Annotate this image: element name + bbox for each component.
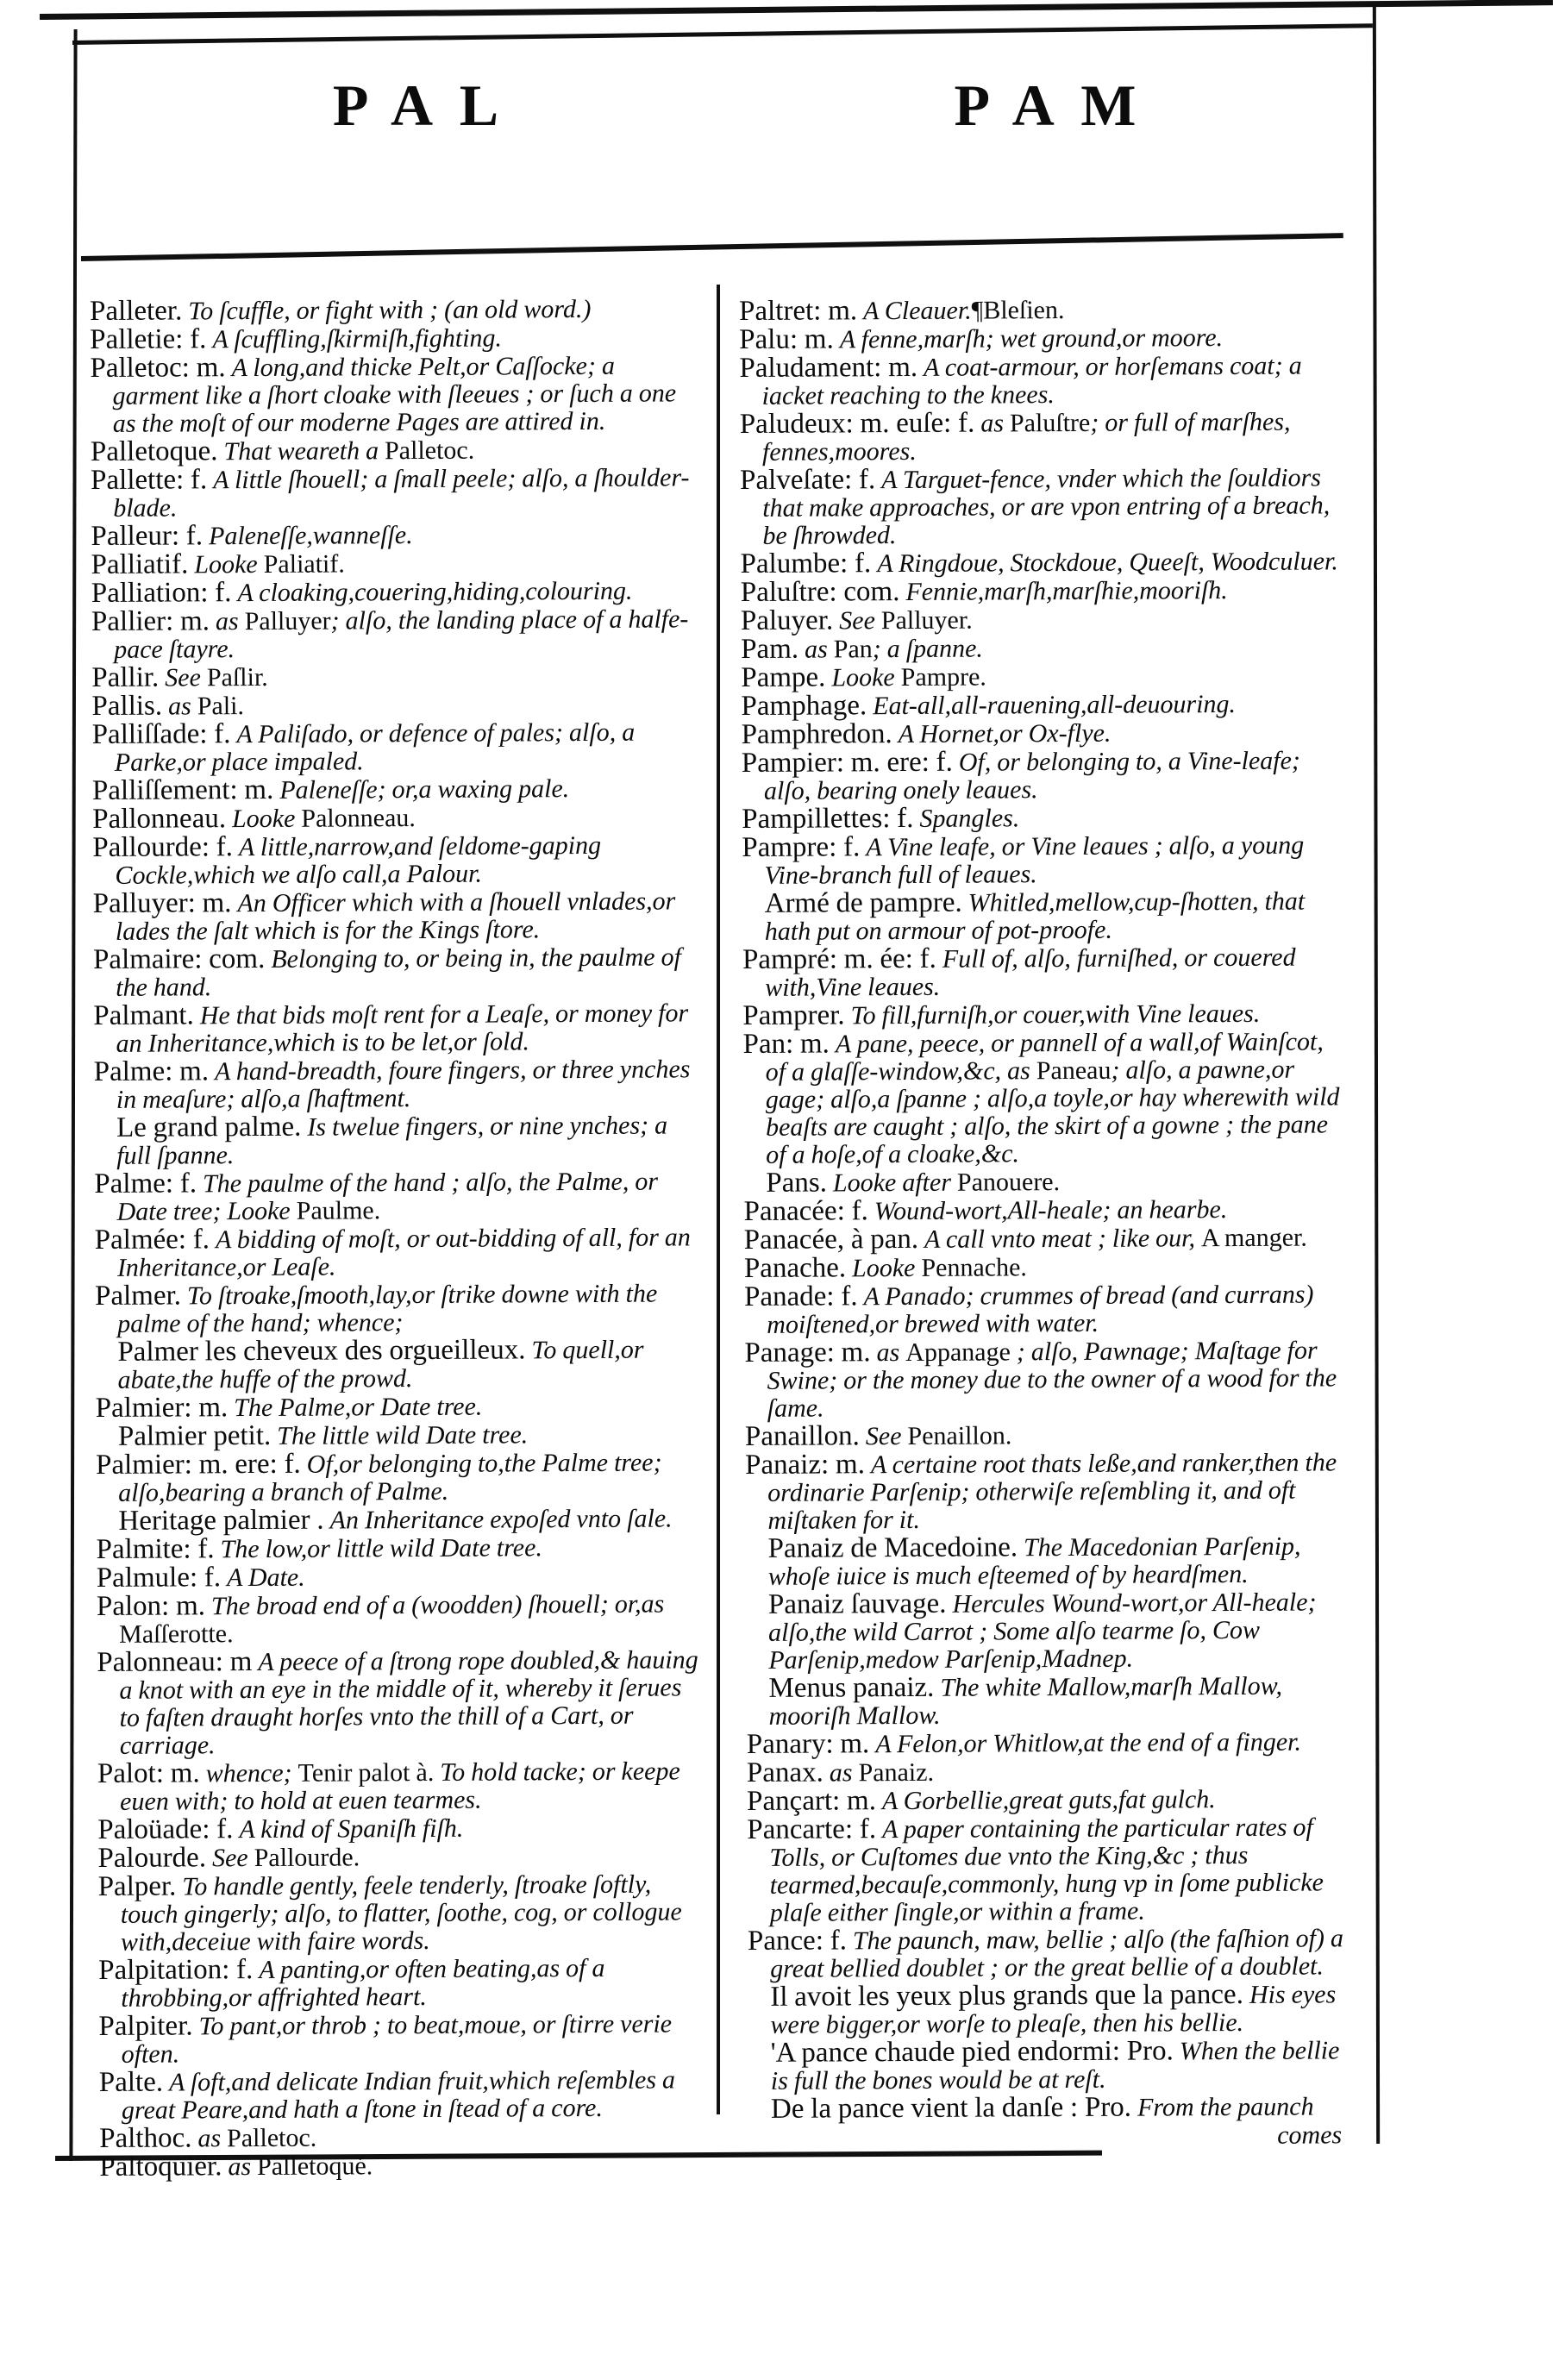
entry-headword: Pampré: m. ée: f. [742, 943, 936, 975]
entry-definition: Fennie,marſh,marſhie,mooriſh. [905, 576, 1228, 606]
dictionary-entry [747, 1784, 1352, 1816]
entry-definition: Of,or belonging to,the Palme tree; alſo,bearing a branch of Palme. [118, 1448, 662, 1507]
entry-definition: Eat-all,all-rauening,all-deuouring. [873, 689, 1237, 721]
dictionary-entry [746, 1671, 1351, 1731]
dictionary-entry [99, 2065, 701, 2125]
entry-definition: To fill,furniſh,or couer,with Vine leaues. [850, 999, 1261, 1030]
dictionary-entry [97, 1841, 699, 1873]
entry-headword: Pancarte: f. [747, 1813, 877, 1845]
entry-definition: A Date. [227, 1563, 305, 1593]
entry-headword: Pallette: f. [91, 464, 208, 496]
running-header-left: PAL [332, 72, 525, 138]
dictionary-entry [97, 1589, 698, 1649]
entry-definition: Wound-wort,All-heale; an hearbe. [874, 1195, 1228, 1226]
entry-headword: Palletoc: m. [90, 352, 226, 384]
entry-headword: Palmule: f. [96, 1562, 222, 1594]
dictionary-entry [94, 1055, 696, 1114]
entry-headword: Pallir. [91, 661, 160, 693]
entry-definition: The Macedonian Parſenip, whoſe iuice is much eſteemed of by heardſmen. [767, 1531, 1301, 1591]
entry-headword: Palliation: f. [91, 577, 232, 609]
entry-headword: Il avoit les yeux plus grands que la pance. [770, 1978, 1244, 2013]
entry-definition: Whitled,mellow,cup-ſhotten, that hath put on armour of pot-proofe. [764, 886, 1306, 946]
dictionary-entry [98, 2009, 700, 2069]
dictionary-entry [741, 604, 1346, 636]
dictionary-entry [743, 1194, 1349, 1226]
entry-definition: as Palluyer; alſo, the landing place of a halfe-pace ſtayre. [114, 604, 689, 664]
entry-headword: Pamphredon. [741, 718, 892, 750]
dictionary-entry [741, 661, 1346, 692]
entry-definition: A cloaking,couering,hiding,colouring. [237, 576, 633, 608]
right-column-entries [739, 294, 1354, 2124]
entry-headword: Heritage palmier . [118, 1504, 324, 1537]
entry-definition: See Penaillon. [865, 1421, 1012, 1451]
entry-definition: A Felon,or Whitlow,at the end of a finger. [875, 1727, 1302, 1759]
catchword: comes [1277, 2120, 1343, 2150]
entry-headword: Menus panaiz. [768, 1671, 935, 1704]
entry-headword: Palmier petit. [117, 1419, 272, 1452]
entry-headword: Pallis. [91, 690, 163, 722]
left-column-entries [90, 294, 701, 2182]
entry-definition: A Targuet-fence, vnder which the ſouldiors that make approaches, or are vpon entring of a breach, be ſhrowded. [762, 463, 1331, 550]
entry-definition: A Paliſado, or defence of pales; alſo, a Parke,or place impaled. [114, 717, 636, 777]
dictionary-entry [744, 1280, 1349, 1339]
entry-definition: A Hornet,or Ox-flye. [898, 718, 1112, 749]
dictionary-entry [748, 2036, 1354, 2095]
dictionary-entry [96, 1419, 698, 1451]
entry-definition: as Panaiz. [829, 1757, 935, 1788]
dictionary-entry [94, 1111, 696, 1170]
entry-definition: A coat-armour, or horſemans coat; a iacket reaching to the knees. [761, 351, 1302, 410]
entry-headword: Palmite: f. [96, 1533, 215, 1565]
dictionary-entry [91, 519, 692, 551]
entry-headword: Pançart: m. [747, 1785, 877, 1817]
entry-headword: Pam. [741, 633, 799, 665]
entry-definition: Looke Paliatif. [194, 549, 345, 579]
entry-headword: Palme: f. [94, 1168, 197, 1199]
entry-headword: Palleur: f. [91, 520, 204, 552]
dictionary-entry [97, 1561, 698, 1593]
dictionary-entry [740, 407, 1345, 467]
entry-headword: Palot: m. [97, 1757, 200, 1789]
entry-definition: See Palluyer. [839, 605, 973, 636]
entry-headword: Palte. [98, 2066, 164, 2098]
entry-headword: Palletoque. [90, 435, 218, 467]
dictionary-entry [95, 1335, 697, 1394]
entry-definition: The low,or little wild Date tree. [220, 1533, 542, 1564]
dictionary-entry [745, 1419, 1350, 1451]
dictionary-entry [741, 632, 1346, 664]
entry-headword: Pampe. [741, 661, 826, 693]
dictionary-entry [742, 802, 1347, 834]
dictionary-entry [741, 547, 1346, 579]
entry-definition: The paulme of the hand ; alſo, the Palme, or Date tree; Looke Paulme. [116, 1167, 659, 1226]
dictionary-entry [744, 1336, 1349, 1423]
entry-definition: The paunch, maw, bellie ; alſo (the faſhion of) a great bellied doublet ; or the great bellie of a doublet. [770, 1924, 1344, 1983]
entry-headword: Panage: m. [744, 1337, 871, 1368]
entry-definition: A ſoft,and delicate Indian fruit,which reſembles a great Peare,and hath a ſtone in ſtead of a core. [121, 2065, 676, 2125]
entry-headword: Paludament: m. [739, 351, 918, 384]
entry-headword: Palmaire: com. [92, 943, 266, 975]
entry-headword: Palmier: m. ere: f. [95, 1448, 301, 1481]
entry-headword: Palpitation: f. [98, 1954, 254, 1986]
entry-definition: The white Mallow,marſh Mallow, mooriſh Mallow. [768, 1671, 1283, 1731]
dictionary-entry [96, 1504, 698, 1536]
dictionary-entry [95, 1223, 697, 1282]
dictionary-entry [741, 689, 1346, 721]
entry-headword: De la pance vient la danſe : Pro. [770, 2091, 1132, 2125]
dictionary-entry [741, 575, 1346, 607]
entry-definition: To ſtroake,ſmooth,lay,or ſtrike downe with the palme of the hand; whence; [117, 1279, 658, 1338]
entry-headword: Paluſtre: com. [740, 576, 900, 608]
entry-headword: Panaillon. [744, 1420, 860, 1452]
dictionary-entry [90, 351, 692, 438]
entry-definition: as Palletoqué. [228, 2151, 373, 2182]
entry-definition: An Inheritance expoſed vnto ſale. [329, 1504, 673, 1535]
dictionary-entry [97, 1757, 699, 1816]
dictionary-entry [91, 604, 693, 664]
left-border-line [69, 29, 77, 2161]
entry-headword: Panacée: f. [743, 1195, 868, 1227]
entry-headword: Palliatif. [91, 548, 189, 580]
dictionary-entry [95, 1279, 697, 1338]
dictionary-entry [742, 943, 1348, 1002]
dictionary-entry [745, 1448, 1350, 1535]
entry-definition: He that bids moſt rent for a Leaſe, or money for an Inheritance,which is to be let,or ſold. [116, 999, 689, 1058]
dictionary-entry [94, 1167, 696, 1226]
dictionary-entry [90, 294, 692, 326]
entry-headword: Pampier: m. ere: f. [741, 746, 953, 779]
entry-headword: Palluyer: m. [92, 887, 232, 919]
entry-headword: Panax. [746, 1757, 823, 1788]
entry-definition: That weareth a Palletoc. [223, 435, 475, 467]
entry-headword: Pamphage. [741, 690, 867, 722]
dictionary-entry [742, 746, 1347, 805]
entry-definition: Full of, alſo, furniſhed, or couered with,Vine leaues. [765, 943, 1296, 1002]
entry-definition: Looke Palonneau. [231, 804, 416, 834]
entry-definition: See Paſlir. [165, 662, 268, 692]
entry-headword: Palu: m. [739, 323, 834, 355]
dictionary-entry [744, 1251, 1349, 1283]
entry-headword: Panacée, à pan. [743, 1223, 919, 1256]
dictionary-entry [90, 323, 692, 354]
entry-definition: whence; Tenir palot à. To hold tacke; or keepe euen with; to hold at euen tearmes. [120, 1757, 680, 1816]
dictionary-entry [97, 1813, 699, 1845]
dictionary-entry [744, 1223, 1349, 1255]
top-border-line-outer [40, 0, 1553, 20]
right-border-line [1373, 7, 1380, 2144]
entry-headword: Panary: m. [746, 1728, 870, 1760]
entry-definition: A long,and thicke Pelt,or Caſſocke; a garment like a ſhort cloake with ſleeues ; or ſuch a one as the moſt of our moderne Pages are attired in. [112, 351, 677, 438]
dictionary-entry [97, 1645, 699, 1760]
entry-definition: A little ſhouell; a ſmall peele; alſo, a ſhoulder-blade. [113, 463, 690, 523]
entry-headword: 'A pance chaude pied endormi: Pro. [770, 2035, 1174, 2069]
dictionary-entry [91, 576, 693, 608]
entry-definition: The Palme,or Date tree. [234, 1392, 483, 1423]
entry-headword: Pan: m. [742, 1028, 830, 1060]
dictionary-entry [92, 802, 694, 834]
entry-headword: Palmée: f. [94, 1224, 210, 1256]
entry-headword: Pampre: f. [742, 831, 861, 863]
entry-headword: Paludeux: m. euſe: f. [739, 407, 975, 440]
dictionary-entry [92, 717, 694, 777]
entry-headword: Armé de pampre. [764, 886, 962, 919]
column-divider-rule [717, 285, 720, 2114]
dictionary-entry [93, 999, 695, 1058]
entry-headword: Panache. [743, 1252, 847, 1284]
entry-definition: See Pallourde. [211, 1843, 360, 1873]
dictionary-entry [96, 1391, 698, 1423]
entry-headword: Palthoc. [99, 2122, 192, 2154]
entry-definition: A paper containing the particular rates of Tolls, or Cuſtomes due vnto the King,&c ; thus tearmed,becauſe,commonly, hung vp in ſome publicke plaſe either ſingle,or within a frame. [769, 1813, 1324, 1927]
right-column [739, 294, 1354, 2153]
entry-definition: Belonging to, or being in, the paulme of the hand. [116, 943, 681, 1002]
dictionary-entry [99, 2121, 701, 2153]
entry-headword: Palourde. [97, 1842, 207, 1874]
dictionary-entry [96, 1448, 698, 1507]
dictionary-entry [739, 351, 1344, 410]
entry-headword: Panaiz: m. [744, 1449, 865, 1481]
dictionary-entry [740, 463, 1345, 550]
entry-definition: A ſcuffling,ſkirmiſh,fighting. [212, 323, 503, 354]
entry-definition: The little wild Date tree. [277, 1420, 529, 1450]
dictionary-entry [99, 2150, 701, 2182]
dictionary-entry [91, 689, 693, 721]
dictionary-entry [747, 1756, 1352, 1788]
entry-definition: When the bellie is full the bones would be at reſt. [770, 2036, 1340, 2095]
dictionary-entry [748, 1980, 1353, 2039]
dictionary-entry [739, 294, 1344, 326]
entry-headword: Pallourde: f. [92, 831, 234, 863]
dictionary-entry [748, 1924, 1353, 1983]
entry-definition: Hercules Wound-wort,or All-heale; alſo,the wild Carrot ; Some alſo tearme ſo, Cow Parſenip,medow Parſenip,Madnep. [768, 1588, 1317, 1675]
entry-headword: Palpiter. [98, 2010, 193, 2042]
dictionary-entry [742, 1027, 1349, 1169]
top-border-line-inner [72, 23, 1373, 45]
entry-definition: A fenne,marſh; wet ground,or moore. [839, 323, 1224, 354]
dictionary-entry [742, 830, 1347, 890]
entry-headword: Palumbe: f. [740, 548, 872, 579]
entry-definition: A hand-breadth, foure fingers, or three ynches in meaſure; alſo,a ſhaftment. [116, 1055, 691, 1114]
entry-definition: A bidding of moſt, or out-bidding of all, for an Inheritance,or Leaſe. [116, 1223, 691, 1282]
dictionary-entry [746, 1588, 1351, 1675]
dictionary-entry [742, 717, 1347, 749]
entry-headword: Palveſate: f. [740, 464, 876, 496]
entry-headword: Pampillettes: f. [742, 802, 914, 835]
entry-definition: A Cleauer.¶Bleſien. [862, 296, 1065, 326]
entry-headword: Palmant. [93, 999, 194, 1031]
entry-definition: To handle gently, feele tenderly, ſtroake ſoftly, touch gingerly; alſo, to flatter, ſoothe, cog, or collogue with,deceiue with faire words. [120, 1870, 682, 1957]
entry-definition: A Ringdoue, Stockdoue, Queeſt, Woodculuer. [877, 547, 1338, 579]
dictionary-entry [91, 548, 693, 579]
entry-definition: as Pan; a ſpanne. [804, 634, 983, 664]
entry-headword: Palmer les cheveux des orgueilleux. [117, 1334, 526, 1368]
entry-definition: To ſcuffle, or fight with ; (an old word.) [188, 294, 592, 326]
entry-definition: A panting,or often beating,as of a throbbing,or affrighted heart. [121, 1953, 605, 2013]
dictionary-entry [93, 886, 695, 946]
entry-headword: Paltret: m. [738, 295, 858, 327]
entry-definition: as Appanage ; alſo, Pawnage; Maſtage for Swine; or the money due to the owner of a wood for the ſame. [767, 1336, 1337, 1423]
left-column [90, 294, 701, 2182]
entry-definition: A Vine leafe, or Vine leaues ; alſo, a young Vine-branch full of leaues. [764, 830, 1305, 890]
entry-headword: Pallonneau. [92, 803, 227, 835]
entry-headword: Panaiz de Macedoine. [767, 1531, 1018, 1564]
entry-headword: Palper. [97, 1870, 177, 1902]
dictionary-entry [747, 1727, 1352, 1759]
dictionary-entry [742, 886, 1348, 946]
entry-definition: From the paunch [1137, 2092, 1314, 2122]
entry-headword: Palliſſade: f. [91, 718, 231, 750]
entry-definition: A peece of a ſtrong rope doubled,& hauing a knot with an eye in the middle of it, whereby it ſerues to faſten draught horſes vnto the thill of a Cart, or carriage. [119, 1645, 698, 1760]
dictionary-entry [98, 1953, 700, 2013]
dictionary-entry [93, 943, 695, 1002]
dictionary-entry [747, 1813, 1353, 1927]
entry-headword: Palletie: f. [90, 323, 207, 355]
entry-definition: Spangles. [919, 804, 1020, 833]
header-underline-rule [81, 233, 1343, 261]
entry-definition: Looke Pennache. [852, 1253, 1027, 1283]
entry-definition: as Paluſtre; or full of marſhes, fennes,moores. [761, 407, 1291, 467]
entry-headword: Palonneau: m [97, 1646, 253, 1678]
entry-headword: Pamprer. [742, 999, 845, 1031]
entry-definition: A pane, peece, or pannell of a wall,of Wainſcot, of a glaſſe-window,&c, as Paneau; alſo, a pawne,or gage; alſo,a ſpanne ; alſo,a toyle,or hay wherewith wild beaſts are caught ; alſo, the skirt of a gowne ; the pane of a hoſe,of a cloake,&c. [765, 1027, 1340, 1169]
entry-definition: A Gorbellie,great guts,fat gulch. [881, 1785, 1216, 1816]
dictionary-entry [743, 1166, 1349, 1198]
dictionary-entry [92, 830, 694, 890]
entry-headword: Paltoquier. [99, 2151, 222, 2183]
entry-definition: A Panado; crummes of bread (and currans) moiſtened,or brewed with water. [767, 1280, 1314, 1339]
dictionary-entry [742, 999, 1348, 1030]
entry-headword: Palmer. [94, 1280, 182, 1312]
dictionary-entry [91, 435, 692, 467]
entry-definition: as Pali. [168, 692, 245, 721]
entry-definition: A call vnto meat ; like our, A manger. [924, 1223, 1307, 1254]
dictionary-entry [739, 323, 1344, 354]
dictionary-entry [748, 2092, 1354, 2124]
entry-definition: Looke Pampre. [831, 662, 986, 692]
entry-headword: Palliſſement: m. [91, 774, 274, 806]
entry-headword: Paluyer. [740, 604, 834, 636]
dictionary-entry [92, 774, 694, 805]
entry-headword: Palmier: m. [95, 1392, 229, 1424]
entry-definition: To pant,or throb ; to beat,moue, or ſtirre verie often. [121, 2009, 673, 2069]
entry-definition: Paleneſſe,wanneſſe. [209, 521, 413, 551]
entry-headword: Panaiz ſauvage. [767, 1588, 947, 1620]
entry-definition: Is twelue fingers, or nine ynches; a full ſpanne. [116, 1111, 668, 1170]
entry-definition: His eyes were bigger,or worſe to pleaſe, then his bellie. [770, 1980, 1337, 2039]
entry-definition: A little,narrow,and ſeldome-gaping Cockle,which we alſo call,a Palour. [115, 830, 602, 890]
running-header-right: PAM [954, 72, 1163, 138]
entry-headword: Paloüade: f. [97, 1813, 234, 1845]
entry-definition: To quell,or abate,the huffe of the prowd. [117, 1335, 644, 1394]
entry-headword: Pallier: m. [91, 605, 210, 637]
entry-headword: Pance: f. [747, 1925, 848, 1957]
entry-definition: as Palletoc. [197, 2123, 317, 2153]
entry-headword: Palon: m. [96, 1590, 206, 1622]
entry-definition: Paleneſſe; or,a waxing pale. [279, 774, 570, 805]
dictionary-entry [98, 1870, 700, 1957]
entry-definition: The broad end of a (woodden) ſhouell; or,as Maſſerotte. [119, 1589, 665, 1649]
entry-definition: A certaine root thats leße,and ranker,then the ordinarie Parſenip; otherwiſe reſembling it, and oft miſtaken for it. [767, 1448, 1337, 1535]
entry-definition: An Officer which with a ſhouell vnlades,or lades the ſalt which is for the Kings ſtore. [115, 886, 676, 946]
dictionary-entry [91, 661, 693, 692]
entry-definition: Of, or belonging to, a Vine-leafe; alſo, bearing onely leaues. [763, 746, 1300, 805]
dictionary-entry [91, 463, 692, 523]
entry-definition: A kind of Spaniſh fiſh. [239, 1813, 464, 1845]
dictionary-entry [746, 1531, 1351, 1591]
entry-headword: Panade: f. [743, 1281, 858, 1312]
entry-headword: Palme: m. [93, 1055, 210, 1087]
dictionary-entry [97, 1532, 698, 1564]
entry-headword: Le grand palme. [116, 1111, 302, 1143]
entry-headword: Palleter. [89, 295, 183, 327]
entry-headword: Pans. [766, 1167, 828, 1199]
entry-definition: Looke after Panouere. [832, 1168, 1061, 1198]
